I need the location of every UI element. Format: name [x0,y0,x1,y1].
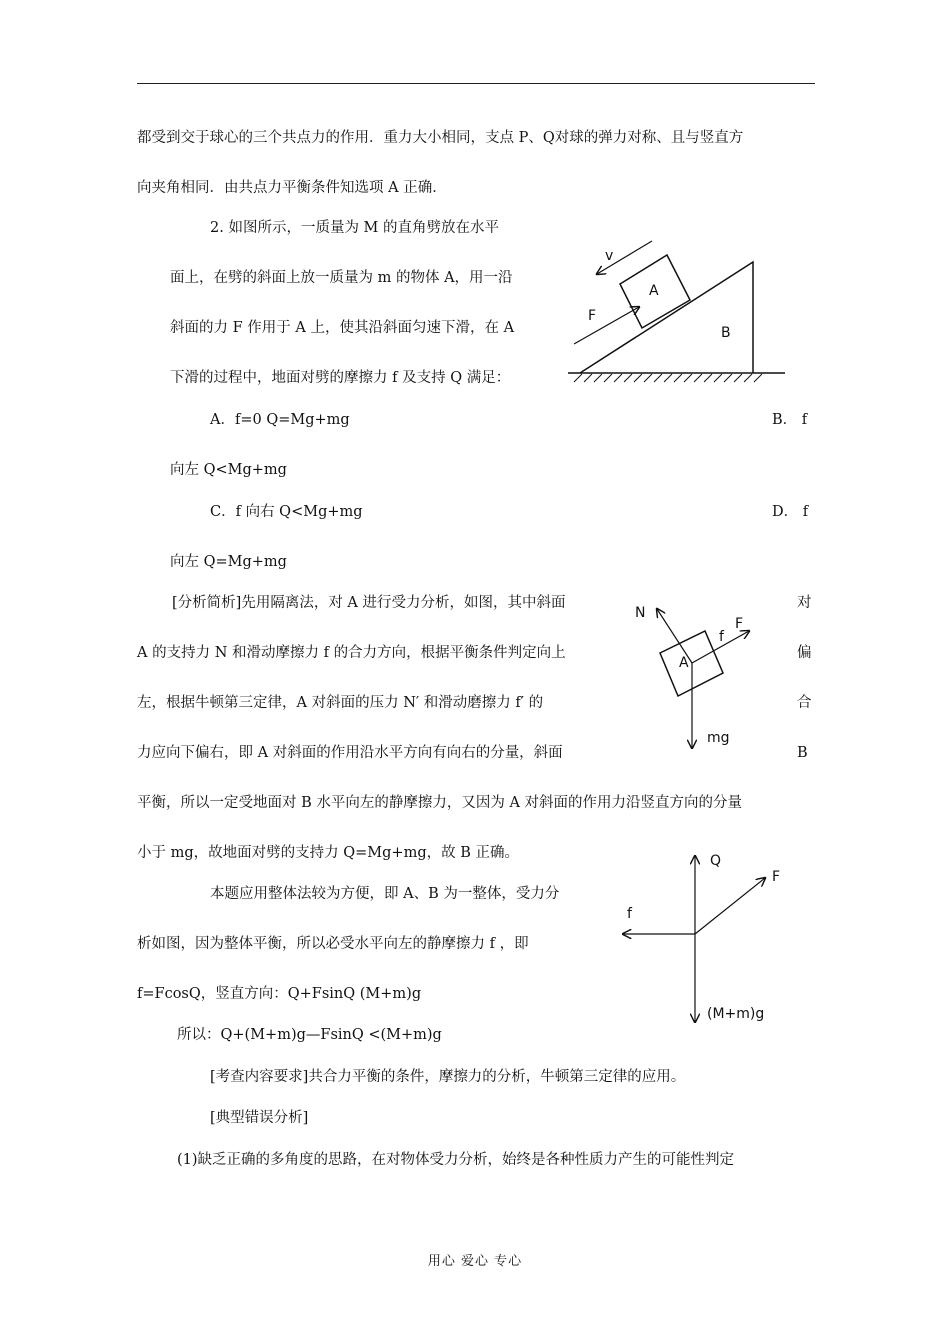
label-b: B [721,325,731,341]
label-a: A [679,655,689,671]
question-line: 下滑的过程中，地面对劈的摩擦力 f 及支持 Q 满足： [170,370,511,386]
paragraph-line: 向夹角相同．由共点力平衡条件知选项 A 正确． [137,180,447,196]
option-a: A．f=0 Q=Mg+mg [210,412,350,428]
analysis-line-end: B [797,745,808,761]
analysis-line-end: 对 [797,595,812,611]
applied-force-arrow [695,878,765,934]
whole-method-line: 本题应用整体法较为方便，即 A、B 为一整体，受力分 [210,886,560,902]
question-line: 2. 如图所示，一质量为 M 的直角劈放在水平 [210,220,500,236]
whole-method-line: f=FcosQ，竖直方向：Q+FsinQ (M+m)g [137,986,422,1002]
option-c: C．f 向右 Q<Mg+mg [210,504,363,520]
analysis-line: 平衡，所以一定受地面对 B 水平向左的静摩擦力，又因为 A 对斜面的作用力沿竖直方向的分量 [137,795,743,811]
label-q: Q [710,853,722,869]
label-mg: mg [707,730,730,746]
option-d-text: 向左 Q=Mg+mg [170,554,287,570]
error-line: (1)缺乏正确的多角度的思路，在对物体受力分析，始终是各种性质力产生的可能性判定 [177,1152,735,1168]
label-v: v [605,248,614,264]
whole-method-line: 析如图，因为整体平衡，所以必受水平向左的静摩擦力 f ，即 [137,936,529,952]
wedge-diagram [560,238,795,388]
label-f-lower: f [719,629,724,645]
page-footer: 用心 爱心 专心 [427,1254,523,1269]
analysis-line-end: 偏 [797,645,812,661]
system-force-diagram [615,848,790,1028]
paragraph-line: 都受到交于球心的三个共点力的作用．重力大小相同，支点 P、Q对球的弹力对称、且与竖直方 [137,130,744,146]
block-force-diagram [625,593,765,758]
label-n: N [635,605,646,621]
ground-hatching [574,374,762,382]
analysis-line: 小于 mg，故地面对劈的支持力 Q=Mg+mg，故 B 正确。 [137,845,519,861]
analysis-line: [分析简析]先用隔离法，对 A 进行受力分析，如图，其中斜面 [172,595,566,611]
question-line: 面上，在劈的斜面上放一质量为 m 的物体 A，用一沿 [170,270,513,286]
label-a: A [649,283,659,299]
analysis-line: 力应向下偏右，即 A 对斜面的作用沿水平方向有向右的分量，斜面 [137,745,563,761]
label-f: F [588,308,597,324]
header-rule [137,83,815,84]
question-line: 斜面的力 F 作用于 A 上，使其沿斜面匀速下滑，在 A [170,320,515,336]
requirements-line: [考查内容要求]共合力平衡的条件，摩擦力的分析，牛顿第三定律的应用。 [210,1069,686,1085]
label-f-lower: f [627,906,632,922]
option-b-label: B． f [772,412,808,428]
section-heading: [典型错误分析] [210,1110,309,1126]
option-d-label: D． f [772,504,809,520]
force-f-arrow [574,307,639,344]
label-f-upper: F [735,616,744,632]
analysis-line: 左，根据牛顿第三定律，A 对斜面的压力 N′ 和滑动磨擦力 f′ 的 [137,695,544,711]
analysis-line-end: 合 [797,695,812,711]
option-b-text: 向左 Q<Mg+mg [170,462,287,478]
whole-method-line: 所以：Q+(M+m)g—FsinQ <(M+m)g [177,1027,442,1043]
analysis-line: A 的支持力 N 和滑动摩擦力 f 的合力方向，根据平衡条件判定向上 [137,645,566,661]
label-f-upper: F [772,869,781,885]
label-total-weight: (M+m)g [707,1006,765,1022]
